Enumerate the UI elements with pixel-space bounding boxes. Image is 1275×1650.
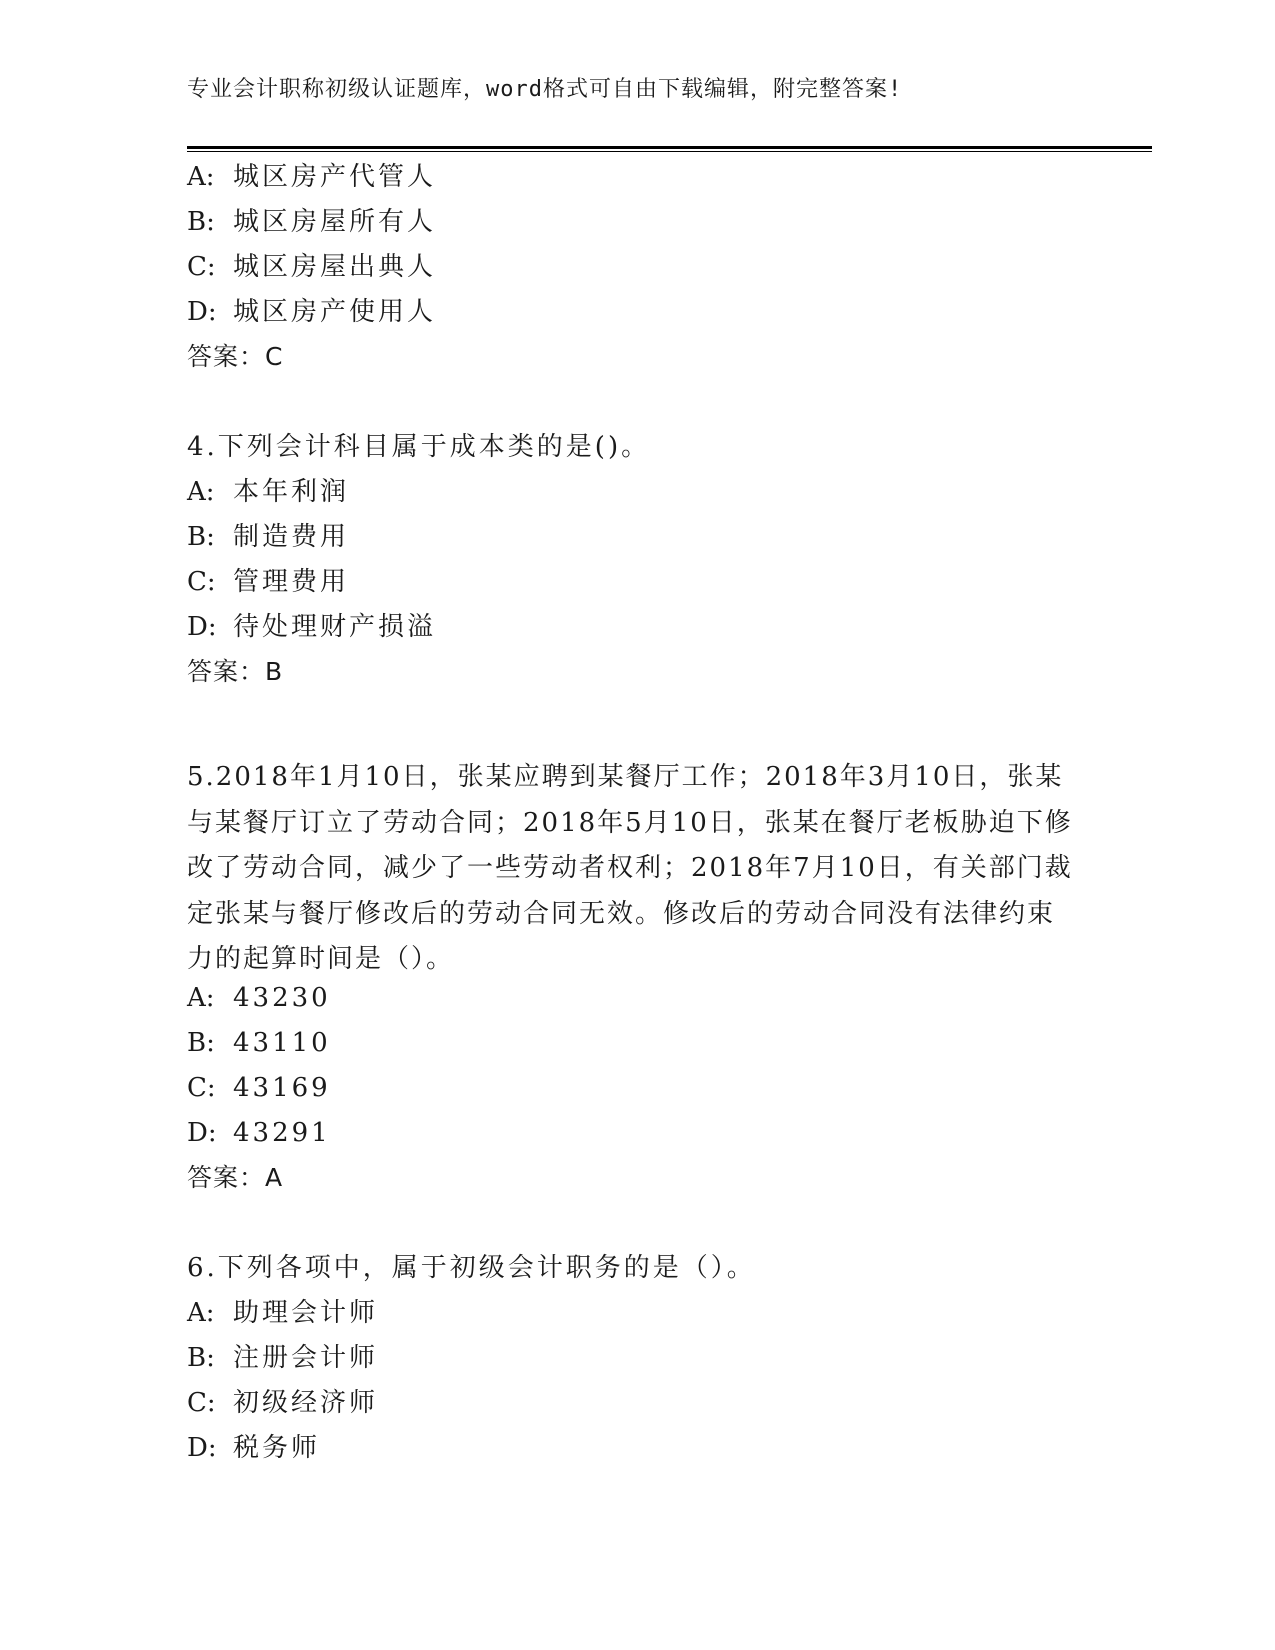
q5-option-a: A: 43230 xyxy=(187,983,331,1013)
document-header: 专业会计职称初级认证题库，word格式可自由下载编辑，附完整答案! xyxy=(187,77,903,102)
q5-option-b: B: 43110 xyxy=(187,1028,331,1058)
q4-answer: 答案：B xyxy=(187,657,284,686)
q3-option-a: A: 城区房产代管人 xyxy=(187,162,437,192)
q4-stem: 4.下列会计科目属于成本类的是()。 xyxy=(187,432,651,462)
q4-option-a: A: 本年利润 xyxy=(187,477,350,507)
q4-option-c: C: 管理费用 xyxy=(187,567,350,597)
q5-option-c: C: 43169 xyxy=(187,1073,331,1103)
q6-option-c: C: 初级经济师 xyxy=(187,1388,379,1418)
q6-stem: 6.下列各项中，属于初级会计职务的是（）。 xyxy=(187,1253,756,1283)
q5-option-d: D: 43291 xyxy=(187,1118,331,1148)
q5-stem: 5.2018年1月10日，张某应聘到某餐厅工作；2018年3月10日，张某与某餐厅订立了劳动合同；2018年5月10日，张某在餐厅老板胁迫下修改了劳动合同，减少了一些劳动者权利；2018年7月10日，有关部门裁定张某与餐厅修改后的劳动合同无效。修改后的劳动合同没有法律约束力的起算时间是（）。 xyxy=(187,762,1073,974)
q3-answer: 答案：C xyxy=(187,342,284,371)
q5-answer: 答案：A xyxy=(187,1163,284,1192)
q3-option-c: C: 城区房屋出典人 xyxy=(187,252,437,282)
q6-option-b: B: 注册会计师 xyxy=(187,1343,379,1373)
q3-option-d: D: 城区房产使用人 xyxy=(187,297,437,327)
q4-option-b: B: 制造费用 xyxy=(187,522,350,552)
q6-option-d: D: 税务师 xyxy=(187,1433,321,1463)
header-rule-thick xyxy=(187,146,1152,149)
q6-option-a: A: 助理会计师 xyxy=(187,1298,379,1328)
q3-option-b: B: 城区房屋所有人 xyxy=(187,207,437,237)
header-rule-thin xyxy=(187,151,1152,152)
q4-option-d: D: 待处理财产损溢 xyxy=(187,612,437,642)
